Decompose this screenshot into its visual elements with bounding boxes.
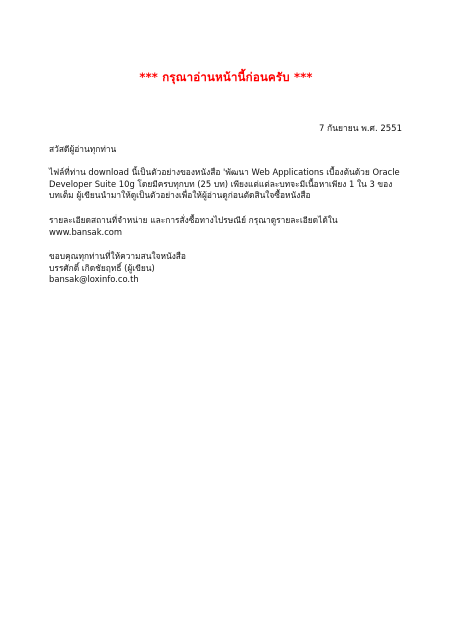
- author-email[interactable]: bansak@loxinfo.co.th: [49, 274, 139, 284]
- intro-line-3: บทเต็ม ผู้เขียนนำมาให้ดูเป็นตัวอย่างเพื่อให้ผู้อ่านดูก่อนตัดสินใจซื้อหนังสือ: [49, 190, 311, 200]
- greeting: สวัสดีผู้อ่านทุกท่าน: [49, 144, 117, 154]
- intro-line-2: Developer Suite 10g โดยมีครบทุกบท (25 บท) เพียงแต่แต่ละบทจะมีเนื้อหาเพียง 1 ใน 3 ของ: [49, 178, 393, 189]
- intro-paragraph: [49, 167, 409, 202]
- thanks-line: ขอบคุณทุกท่านที่ให้ความสนใจหนังสือ: [49, 251, 186, 261]
- author-name: บรรศักดิ์ เกิดชัยฤทธิ์ (ผู้เขียน): [49, 262, 155, 273]
- closing-block: [49, 251, 409, 286]
- website-link[interactable]: www.bansak.com: [49, 226, 123, 237]
- page-title: *** กรุณาอ่านหน้านี้ก่อนครับ ***: [139, 70, 313, 84]
- purchase-info-line: รายละเอียดสถานที่จำหน่าย และการสั่งซื้อทางไปรษณีย์ กรุณาดูรายละเอียดได้ใน: [49, 215, 338, 225]
- purchase-info-paragraph: [49, 215, 409, 238]
- intro-line-1: ไฟล์ที่ท่าน download นี้เป็นตัวอย่างของหนังสือ 'พัฒนา Web Applications เบื้องต้นด้วย Oracle: [49, 167, 400, 177]
- document-date: 7 กันยายน พ.ศ. 2551: [318, 124, 402, 134]
